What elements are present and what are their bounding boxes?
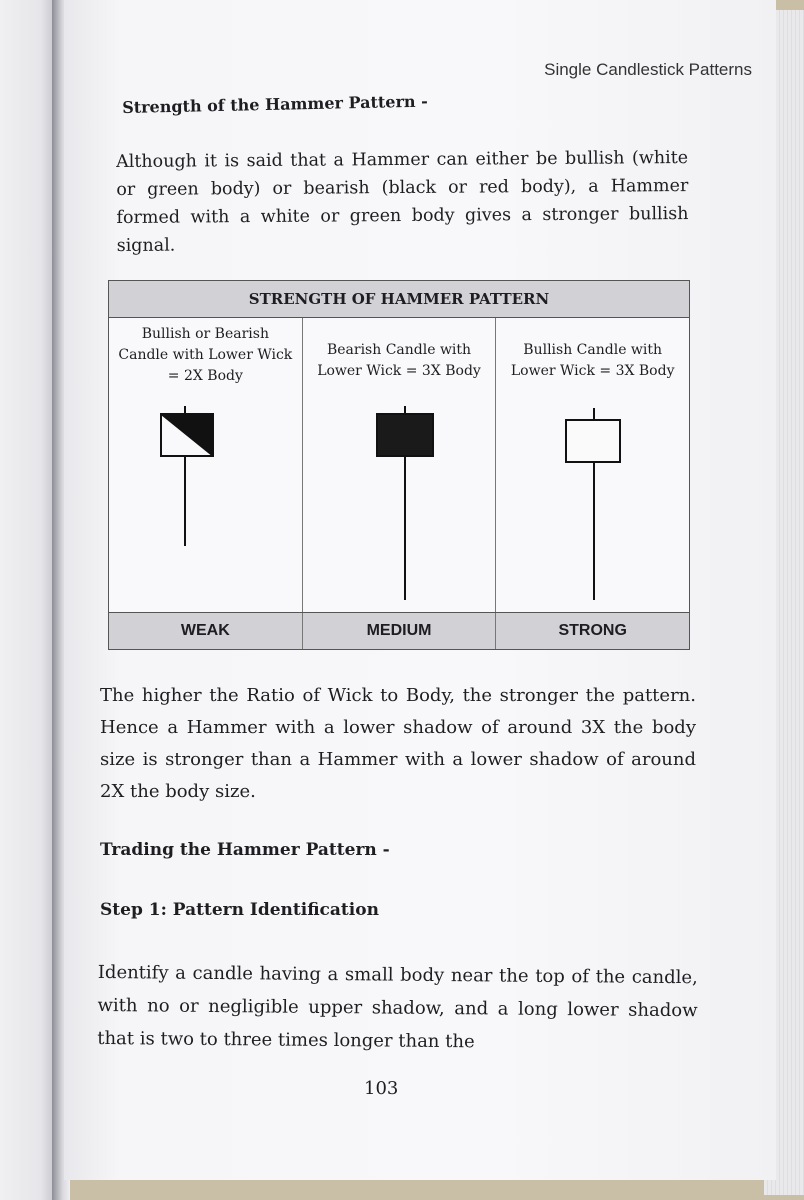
column-header: Bullish Candle with Lower Wick = 3X Body — [510, 342, 675, 379]
paragraph-intro: Although it is said that a Hammer can either be bullish (white or green body) or bearish (black or red body), a Hammer formed with a white or green body gives a stronger bullish signal. — [116, 148, 689, 256]
candle-body — [566, 420, 620, 462]
rating-strong: STRONG — [558, 622, 627, 639]
candle-body — [377, 414, 433, 456]
paragraph-identify: Identify a candle having a small body near the top of the candle, with no or negligible upper shadow, and a long lower shadow that is two to three times longer than the — [97, 961, 698, 1053]
heading-step-1: Step 1: Pattern Identification — [100, 900, 379, 920]
heading-trading: Trading the Hammer Pattern - — [100, 840, 390, 860]
rating-medium: MEDIUM — [303, 613, 497, 649]
paragraph-ratio: The higher the Ratio of Wick to Body, the stronger the pattern. Hence a Hammer with a lower shadow of around 3X the body size is stronger than a Hammer with a lower shadow of around 2X the body size. — [100, 685, 696, 802]
running-head: Single Candlestick Patterns — [544, 60, 752, 79]
column-medium — [303, 318, 497, 612]
left-facing-page — [0, 0, 58, 1200]
column-header: Bullish or Bearish Candle with Lower Wick = 2X Body — [118, 326, 293, 384]
column-strong — [496, 318, 689, 612]
table-title: STRENGTH OF HAMMER PATTERN — [109, 281, 689, 318]
candlestick-strong — [496, 318, 689, 612]
candlestick-medium — [303, 318, 496, 612]
column-header: Bearish Candle with Lower Wick = 3X Body — [317, 342, 481, 379]
page-number: 103 — [364, 1078, 399, 1099]
hammer-strength-table — [108, 280, 690, 650]
rating-weak: WEAK — [109, 613, 303, 649]
column-weak — [109, 318, 303, 612]
section-heading: Strength of the Hammer Pattern - — [122, 91, 428, 117]
book-page — [64, 0, 776, 1180]
candlestick-weak — [109, 318, 302, 612]
